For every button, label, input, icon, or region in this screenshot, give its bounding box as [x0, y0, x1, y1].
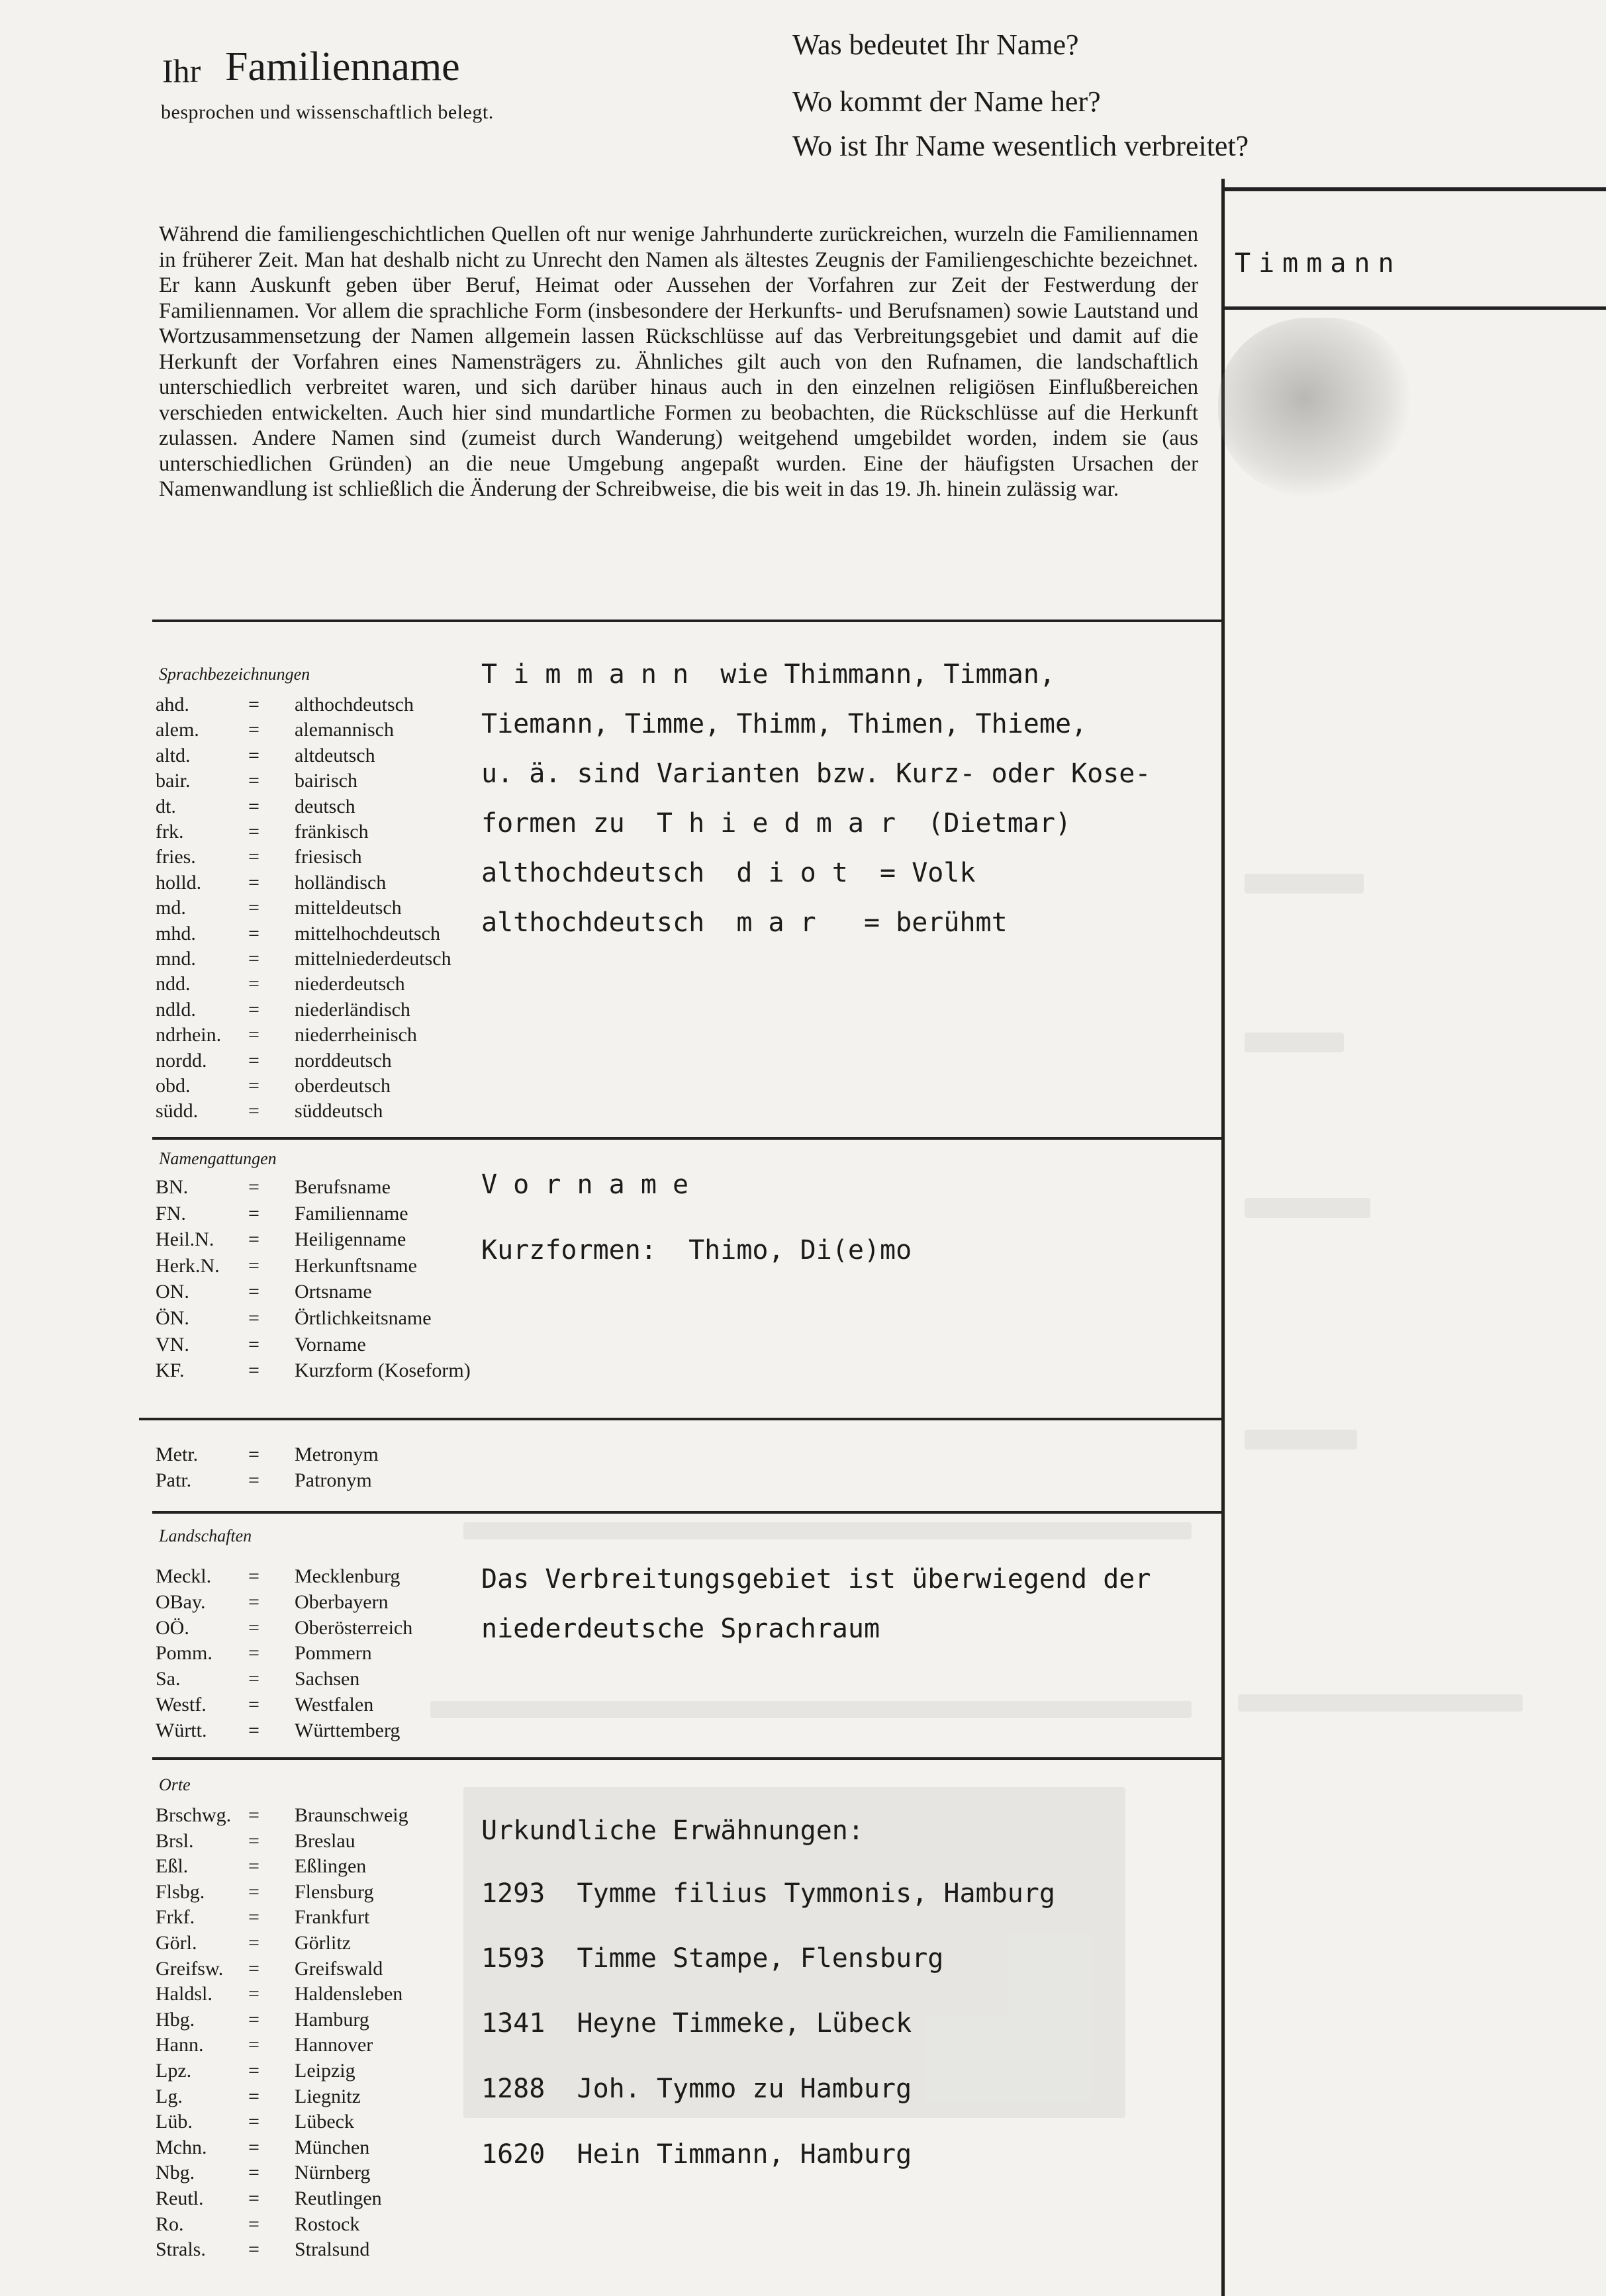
abbreviation-value: Sachsen: [295, 1668, 360, 1690]
abbreviation-value: Rostock: [295, 2213, 360, 2235]
abbreviation-key: südd.: [156, 1100, 199, 1123]
verbreitung-line: Das Verbreitungsgebiet ist überwiegend der: [481, 1564, 1151, 1594]
abbreviation-value: Breslau: [295, 1829, 355, 1852]
abbreviation-value: Lübeck: [295, 2111, 354, 2133]
abbreviation-value: altdeutsch: [295, 744, 375, 766]
equals-sign: =: [248, 2034, 260, 2056]
abbreviation-key: FN.: [156, 1202, 186, 1224]
abbreviation-value: niederdeutsch: [295, 973, 405, 995]
abbreviation-key: Görl.: [156, 1932, 197, 1954]
abbreviation-key: Heil.N.: [156, 1228, 214, 1251]
abbreviation-key: Greifsw.: [156, 1957, 224, 1980]
equals-sign: =: [248, 1590, 260, 1613]
equals-sign: =: [248, 2085, 260, 2107]
bleed-through-mark: [1245, 1033, 1344, 1052]
etymology-line: u. ä. sind Varianten bzw. Kurz- oder Kose-: [481, 758, 1151, 789]
equals-sign: =: [248, 1254, 260, 1277]
abbreviation-key: ahd.: [156, 694, 189, 715]
abbreviation-key: Westf.: [156, 1694, 207, 1716]
abbreviation-value: Familienname: [295, 1202, 408, 1224]
equals-sign: =: [248, 821, 260, 843]
equals-sign: =: [248, 2187, 260, 2209]
abbreviation-value: holländisch: [295, 871, 387, 894]
abbreviation-value: Eßlingen: [295, 1855, 367, 1878]
equals-sign: =: [248, 1855, 260, 1878]
intro-paragraph: Während die familiengeschichtlichen Quellen oft nur wenige Jahrhunderte zurückreichen, wurzeln die Familiennamen in früherer Zeit. Man hat deshalb nicht zu Unrecht den Namen als ältestes Zeugnis der Familiengeschichte bezeichnet. Er kann Auskunft geben über Beruf, Heimat oder Aussehen der Vorfahren zur Zeit der Festwerdung der Familiennamen. Vor allem die sprachliche Form (insbesondere der Herkunfts- und Berufsnamen) sowie Lautstand und Wortzusammensetzung der Namen allgemein lassen Rückschlüsse auf das Verbreitungsgebiet und damit auf die Herkunft der Vorfahren eines Namensträgers zu. Ähnliches gilt auch von den Rufnamen, die landschaftlich unterschiedlich verbreitet waren, und sich darüber hinaus auch in den einzelnen religiösen Einflußbereichen verschieden entwickelten. Auch hier sind mundartliche Formen zu beobachten, die Rückschlüsse auf die Herkunft zulassen. Andere Namen sind (zumeist durch Wanderung) weitgehend umgebildet worden, indem sie (aus unterschiedlichen Gründen) an die neue Umgebung angepaßt wurden. Eine der häufigsten Ursachen der Namenwandlung ist schließlich die Änderung der Schreibweise, die bis weit in das 19. Jh. hinein zulässig war.: [159, 222, 1198, 501]
abbreviation-key: Strals.: [156, 2238, 206, 2261]
abbreviation-value: althochdeutsch: [295, 694, 414, 715]
abbreviation-key: Frkf.: [156, 1906, 195, 1929]
section-rule-orte: [152, 1757, 1225, 1760]
equals-sign: =: [248, 2162, 260, 2184]
abbreviation-value: Leipzig: [295, 2060, 355, 2082]
equals-sign: =: [248, 1565, 260, 1587]
equals-sign: =: [248, 1075, 260, 1097]
section-rule-metr-bottom: [152, 1511, 1225, 1514]
abbreviation-value: mitteldeutsch: [295, 897, 402, 919]
abbreviation-value: Liegnitz: [295, 2085, 361, 2107]
equals-sign: =: [248, 2060, 260, 2082]
abbreviation-value: niederrheinisch: [295, 1024, 417, 1046]
equals-sign: =: [248, 1049, 260, 1072]
abbreviation-value: mittelhochdeutsch: [295, 922, 440, 944]
abbreviation-key: VN.: [156, 1333, 189, 1355]
abbreviation-key: OBay.: [156, 1590, 206, 1613]
abbreviation-value: Vorname: [295, 1333, 366, 1355]
abbreviation-value: Oberbayern: [295, 1590, 389, 1613]
equals-sign: =: [248, 1307, 260, 1329]
etymology-line: formen zu T h i e d m a r (Dietmar): [481, 808, 1072, 839]
page-title: Familienname: [225, 44, 460, 89]
abbreviation-value: Ortsname: [295, 1281, 372, 1303]
abbreviation-key: Reutl.: [156, 2187, 204, 2209]
abbreviation-value: München: [295, 2136, 370, 2158]
equals-sign: =: [248, 1444, 260, 1465]
equals-sign: =: [248, 1932, 260, 1954]
abbreviation-key: OÖ.: [156, 1616, 189, 1639]
abbreviation-value: friesisch: [295, 846, 362, 868]
abbreviation-key: ndld.: [156, 998, 196, 1021]
abbreviation-key: bair.: [156, 770, 191, 792]
equals-sign: =: [248, 1719, 260, 1741]
abbreviation-value: bairisch: [295, 770, 357, 792]
abbreviation-value: Mecklenburg: [295, 1565, 401, 1587]
abbreviation-value: Görlitz: [295, 1932, 351, 1954]
equals-sign: =: [248, 1668, 260, 1690]
abbreviation-key: Hbg.: [156, 2008, 195, 2031]
equals-sign: =: [248, 1983, 260, 2005]
equals-sign: =: [248, 1880, 260, 1903]
abbreviation-key: ON.: [156, 1281, 189, 1303]
abbreviation-value: Frankfurt: [295, 1906, 370, 1929]
bleed-through-mark: [463, 1522, 1192, 1539]
equals-sign: =: [248, 1957, 260, 1980]
namengattung-line: V o r n a m e: [481, 1170, 689, 1200]
question-distribution: Wo ist Ihr Name wesentlich verbreitet?: [792, 130, 1249, 162]
bleed-through-mark: [430, 1701, 1192, 1718]
equals-sign: =: [248, 795, 260, 817]
abbreviation-value: Oberösterreich: [295, 1616, 413, 1639]
abbreviation-key: ÖN.: [156, 1307, 189, 1329]
equals-sign: =: [248, 2213, 260, 2235]
urkunde-entry: 1288 Joh. Tymmo zu Hamburg: [481, 2074, 912, 2104]
abbreviation-value: Braunschweig: [295, 1804, 408, 1826]
abbreviation-value: Pommern: [295, 1642, 372, 1665]
bleed-through-mark: [1245, 1430, 1357, 1449]
abbreviation-key: Sa.: [156, 1668, 181, 1690]
equals-sign: =: [248, 1176, 260, 1198]
equals-sign: =: [248, 1359, 260, 1382]
equals-sign: =: [248, 2008, 260, 2031]
urkunde-entry: 1341 Heyne Timmeke, Lübeck: [481, 2008, 912, 2039]
abbreviation-key: BN.: [156, 1176, 189, 1198]
abbreviation-value: Berufsname: [295, 1176, 391, 1198]
equals-sign: =: [248, 719, 260, 741]
abbreviation-value: mittelniederdeutsch: [295, 948, 451, 970]
abbreviation-value: norddeutsch: [295, 1049, 392, 1072]
etymology-line: Tiemann, Timme, Thimm, Thimen, Thieme,: [481, 709, 1088, 739]
abbreviation-key: ndd.: [156, 973, 191, 995]
equals-sign: =: [248, 2111, 260, 2133]
section-rule-metr-top: [139, 1418, 1225, 1420]
abbreviation-key: Lg.: [156, 2085, 183, 2107]
bleed-through-mark: [1245, 874, 1364, 894]
equals-sign: =: [248, 1281, 260, 1303]
abbreviation-key: KF.: [156, 1359, 185, 1382]
abbreviation-key: Ro.: [156, 2213, 184, 2235]
abbreviation-key: Flsbg.: [156, 1880, 205, 1903]
abbreviation-key: Meckl.: [156, 1565, 212, 1587]
abbreviation-value: Haldensleben: [295, 1983, 403, 2005]
abbreviation-value: Heiligenname: [295, 1228, 406, 1251]
abbreviation-key: Herk.N.: [156, 1254, 220, 1277]
equals-sign: =: [248, 1469, 260, 1491]
equals-sign: =: [248, 1333, 260, 1355]
bleed-through-mark: [1238, 1694, 1523, 1712]
equals-sign: =: [248, 897, 260, 919]
equals-sign: =: [248, 998, 260, 1021]
abbreviation-key: Pomm.: [156, 1642, 213, 1665]
abbreviation-key: md.: [156, 897, 186, 919]
header-rule-right: [1221, 187, 1606, 191]
abbreviation-key: Brschwg.: [156, 1804, 232, 1826]
abbreviation-value: fränkisch: [295, 821, 369, 843]
surname-label: Timmann: [1235, 248, 1402, 279]
abbreviation-key: frk.: [156, 821, 184, 843]
abbreviation-value: Stralsund: [295, 2238, 370, 2261]
abbreviation-value: Patronym: [295, 1469, 372, 1491]
equals-sign: =: [248, 846, 260, 868]
section-heading-orte: Orte: [159, 1775, 191, 1794]
coat-of-arms-emblem: [1218, 318, 1410, 496]
section-heading-landschaften: Landschaften: [159, 1526, 252, 1545]
title-prefix: Ihr: [162, 52, 201, 89]
equals-sign: =: [248, 1694, 260, 1716]
abbreviation-value: Reutlingen: [295, 2187, 382, 2209]
section-rule-namen: [152, 1137, 1225, 1140]
abbreviation-key: fries.: [156, 846, 196, 868]
abbreviation-value: Herkunftsname: [295, 1254, 417, 1277]
urkunden-heading: Urkundliche Erwähnungen:: [481, 1815, 864, 1846]
abbreviation-key: Metr.: [156, 1444, 199, 1465]
verbreitung-line: niederdeutsche Sprachraum: [481, 1614, 880, 1644]
etymology-line: althochdeutsch d i o t = Volk: [481, 858, 976, 888]
abbreviation-key: alem.: [156, 719, 199, 741]
abbreviation-key: Lüb.: [156, 2111, 193, 2133]
abbreviation-value: Hamburg: [295, 2008, 369, 2031]
abbreviation-value: Kurzform (Koseform): [295, 1359, 471, 1382]
abbreviation-key: mnd.: [156, 948, 196, 970]
section-rule-intro: [152, 620, 1225, 622]
equals-sign: =: [248, 1642, 260, 1665]
abbreviation-key: obd.: [156, 1075, 191, 1097]
abbreviation-key: dt.: [156, 795, 176, 817]
section-heading-sprachbezeichnungen: Sprachbezeichnungen: [159, 665, 310, 684]
etymology-line: althochdeutsch m a r = berühmt: [481, 907, 1008, 938]
abbreviation-value: Greifswald: [295, 1957, 383, 1980]
equals-sign: =: [248, 973, 260, 995]
name-rule-right: [1221, 306, 1606, 310]
equals-sign: =: [248, 1202, 260, 1224]
vertical-divider: [1221, 179, 1225, 2296]
abbreviation-key: mhd.: [156, 922, 196, 944]
equals-sign: =: [248, 744, 260, 766]
abbreviation-value: süddeutsch: [295, 1100, 383, 1123]
abbreviation-key: Württ.: [156, 1719, 207, 1741]
abbreviation-key: Mchn.: [156, 2136, 207, 2158]
abbreviation-value: Metronym: [295, 1444, 379, 1465]
abbreviation-value: niederländisch: [295, 998, 410, 1021]
abbreviation-key: holld.: [156, 871, 202, 894]
abbreviation-key: nordd.: [156, 1049, 207, 1072]
abbreviation-value: oberdeutsch: [295, 1075, 391, 1097]
equals-sign: =: [248, 1616, 260, 1639]
namengattung-line: Kurzformen: Thimo, Di(e)mo: [481, 1235, 912, 1265]
section-heading-namengattungen: Namengattungen: [159, 1149, 277, 1168]
abbreviation-key: Nbg.: [156, 2162, 195, 2184]
abbreviation-key: altd.: [156, 744, 191, 766]
abbreviation-value: Flensburg: [295, 1880, 374, 1903]
equals-sign: =: [248, 1829, 260, 1852]
equals-sign: =: [248, 1024, 260, 1046]
equals-sign: =: [248, 2238, 260, 2261]
question-origin: Wo kommt der Name her?: [792, 85, 1101, 118]
abbreviation-key: Brsl.: [156, 1829, 194, 1852]
abbreviation-key: Haldsl.: [156, 1983, 213, 2005]
page-subtitle: besprochen und wissenschaftlich belegt.: [161, 101, 494, 123]
urkunde-entry: 1293 Tymme filius Tymmonis, Hamburg: [481, 1878, 1055, 1909]
abbreviation-value: Württemberg: [295, 1719, 401, 1741]
urkunde-entry: 1593 Timme Stampe, Flensburg: [481, 1943, 944, 1974]
bleed-through-mark: [1245, 1198, 1370, 1218]
equals-sign: =: [248, 922, 260, 944]
equals-sign: =: [248, 1906, 260, 1929]
equals-sign: =: [248, 2136, 260, 2158]
equals-sign: =: [248, 1100, 260, 1123]
abbreviation-value: Westfalen: [295, 1694, 374, 1716]
equals-sign: =: [248, 694, 260, 715]
equals-sign: =: [248, 770, 260, 792]
abbreviation-key: Hann.: [156, 2034, 204, 2056]
equals-sign: =: [248, 1228, 260, 1251]
abbreviation-value: deutsch: [295, 795, 355, 817]
equals-sign: =: [248, 1804, 260, 1826]
abbreviation-value: Örtlichkeitsname: [295, 1307, 432, 1329]
abbreviation-value: Hannover: [295, 2034, 373, 2056]
abbreviation-key: Eßl.: [156, 1855, 189, 1878]
etymology-line: T i m m a n n wie Thimmann, Timman,: [481, 659, 1055, 690]
abbreviation-value: Nürnberg: [295, 2162, 371, 2184]
abbreviation-key: Lpz.: [156, 2060, 192, 2082]
abbreviation-key: Patr.: [156, 1469, 192, 1491]
abbreviation-value: alemannisch: [295, 719, 394, 741]
abbreviation-key: ndrhein.: [156, 1024, 222, 1046]
question-meaning: Was bedeutet Ihr Name?: [792, 28, 1079, 61]
equals-sign: =: [248, 871, 260, 894]
equals-sign: =: [248, 948, 260, 970]
urkunde-entry: 1620 Hein Timmann, Hamburg: [481, 2139, 912, 2170]
